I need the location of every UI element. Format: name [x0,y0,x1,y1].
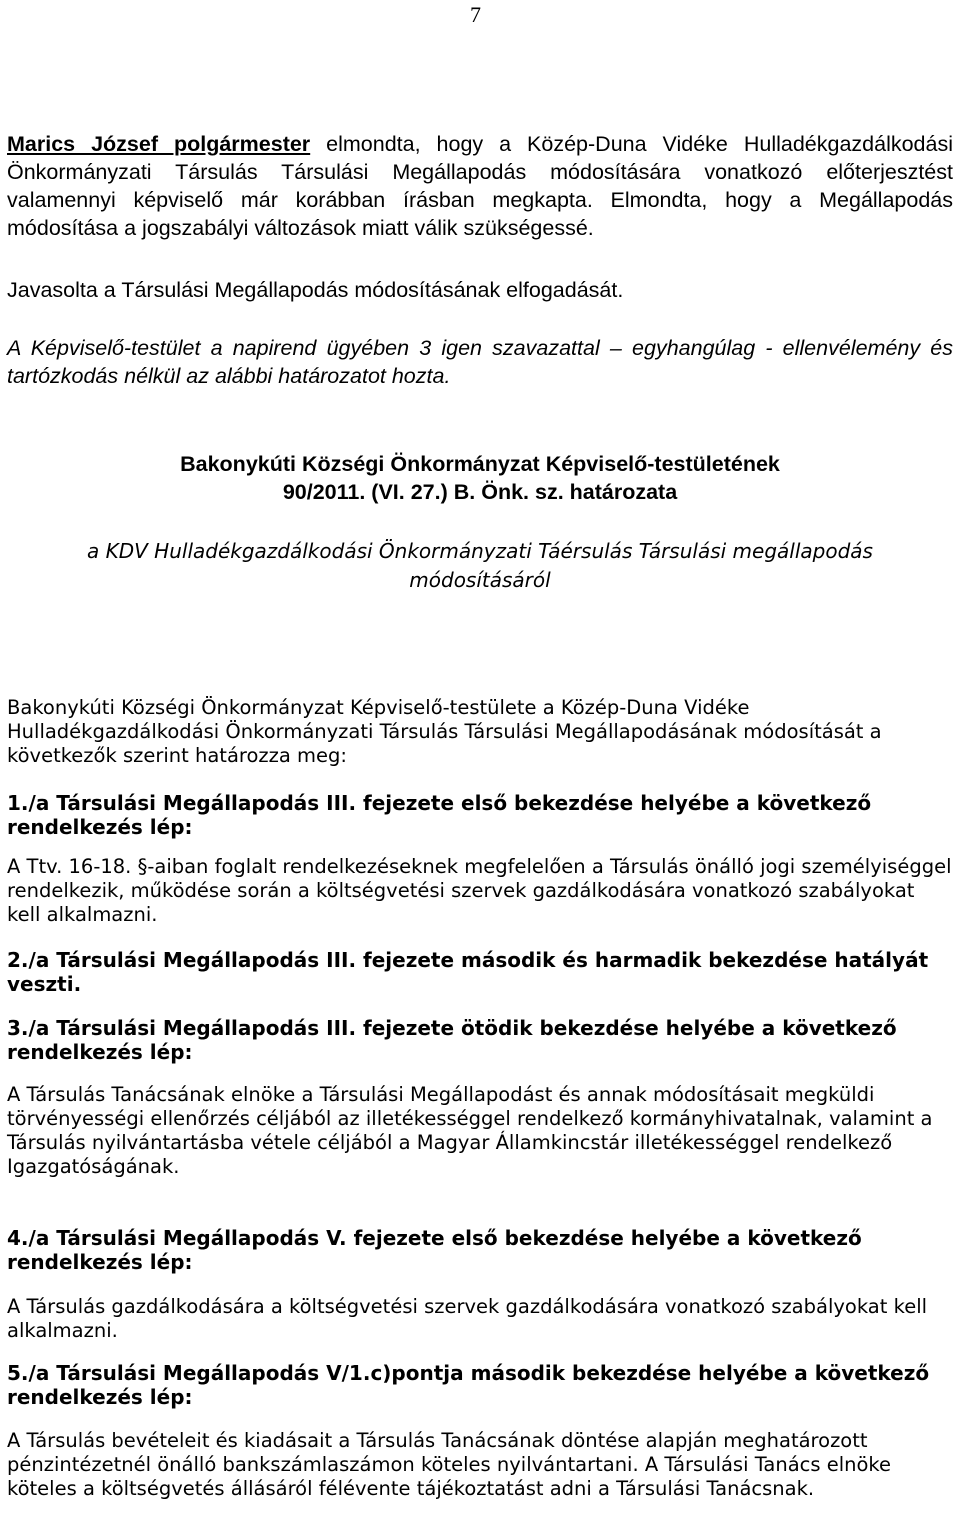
section-4-heading: 4./a Társulási Megállapodás V. fejezete első bekezdése helyébe a következő rendelkezés lép: [7,1226,862,1274]
vote-paragraph: A Képviselő-testület a napirend ügyében 3 igen szavazattal – egyhangúlag - ellenvélemény és tartózkodás nélkül az alábbi határozatot hozta. [7,336,953,388]
resolution-title-line2: 90/2011. (VI. 27.) B. Önk. sz. határozata [282,480,678,504]
intro-paragraph [7,130,953,242]
intro-text: elmondta, hogy a Közép-Duna Vidéke Hulladékgazdálkodási Önkormányzati Társulás Társulási Megállapodás módosítására vonatkozó előterjesztést valamennyi képviselő már korábban írásban megkapta. Elmondta, hogy a Megállapodás módosítása a jogszabályi változások miatt válik szükségessé. [7,132,954,240]
section-4-text: A Társulás gazdálkodására a költségvetési szervek gazdálkodására vonatkozó szabályokat kell alkalmazni. [7,1295,928,1342]
speaker-name: Marics József polgármester [7,132,311,156]
section-1-text: A Ttv. 16-18. §-aiban foglalt rendelkezéseknek megfelelően a Társulás önálló jogi személyiséggel rendelkezik, működése során a költségvetési szervek gazdálkodására vonatkozó szabályokat kell alkalmazni. [7,855,952,926]
section-3-heading: 3./a Társulási Megállapodás III. fejezete ötödik bekezdése helyébe a következő rendelkezés lép: [7,1016,897,1064]
proposal-text: Javasolta a Társulási Megállapodás módosításának elfogadását. [7,278,624,302]
section-2-heading: 2./a Társulási Megállapodás III. fejezete második és harmadik bekezdése hatályát veszti. [7,948,929,996]
section-1-heading: 1./a Társulási Megállapodás III. fejezete első bekezdése helyébe a következő rendelkezés lép: [7,791,872,839]
resolution-subtitle-line1: a KDV Hulladékgazdálkodási Önkormányzati Táérsulás Társulási megállapodás [87,539,873,563]
section-5-heading: 5./a Társulási Megállapodás V/1.c)pontja második bekezdése helyébe a következő rendelkezés lép: [7,1361,930,1409]
section-3-text: A Társulás Tanácsának elnöke a Társulási Megállapodást és annak módosításait megküldi törvényességi ellenőrzés céljából az illetékességgel rendelkező kormányhivatalnak, valamint a Társulás nyilvántartásba vétele céljából a Magyar Államkincstár illetékességgel rendelkező Igazgatóságának. [7,1083,933,1178]
section-5-text: A Társulás bevételeit és kiadásait a Társulás Tanácsának döntése alapján meghatározott pénzintézetnél önálló bankszámlaszámon köteles nyilvántartani. A Társulási Tanács elnöke köteles a költségvetés állásáról félévente tájékoztatást adni a Társulási Tanácsnak. [7,1429,892,1500]
resolution-title-line1: Bakonykúti Községi Önkormányzat Képviselő-testületének [180,452,780,476]
body-intro-paragraph: Bakonykúti Községi Önkormányzat Képviselő-testülete a Közép-Duna Vidéke Hulladékgazdálkodási Önkormányzati Társulás Társulási Megállapodásának módosítását a következők szerint határozza meg: [7,696,882,767]
resolution-subtitle-line2: módosításáról [409,568,551,592]
page-number: 7 [470,2,481,27]
